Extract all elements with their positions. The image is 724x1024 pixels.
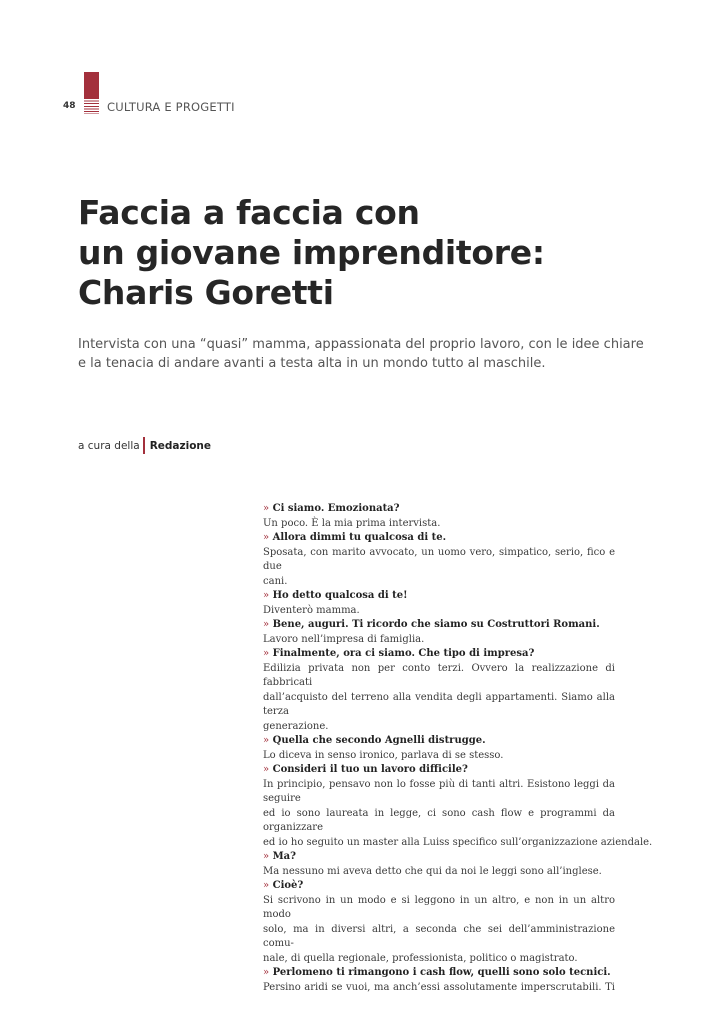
byline bbox=[78, 437, 211, 454]
interview-question bbox=[263, 589, 615, 604]
interview-question bbox=[263, 879, 615, 894]
byline-author: Redazione bbox=[149, 439, 212, 452]
title-line: un giovane imprenditore: bbox=[78, 233, 545, 272]
question-marker: » bbox=[263, 648, 270, 659]
question-text: Quella che secondo Agnelli distrugge. bbox=[272, 735, 486, 746]
interview-question bbox=[263, 763, 615, 778]
article-subtitle bbox=[78, 336, 678, 373]
answer-line: Lo diceva in senso ironico, parlava di se stesso. bbox=[263, 749, 504, 761]
answer-line: Persino aridi se vuoi, ma anch’essi assolutamente imperscrutabili. Ti bbox=[263, 981, 615, 993]
question-marker: » bbox=[263, 851, 270, 862]
interview-answer bbox=[263, 546, 615, 590]
answer-line: ed io ho seguito un master alla Luiss specifico sull’organizzazione aziendale. bbox=[263, 836, 653, 848]
article-title bbox=[78, 193, 678, 313]
question-text: Bene, auguri. Ti ricordo che siamo su Costruttori Romani. bbox=[272, 619, 600, 630]
answer-line: nale, di quella regionale, professionista, politico o magistrato. bbox=[263, 952, 578, 964]
answer-line: Un poco. È la mia prima intervista. bbox=[263, 517, 441, 529]
interview-question bbox=[263, 966, 615, 981]
title-line: Charis Goretti bbox=[78, 273, 334, 312]
interview-question bbox=[263, 531, 615, 546]
question-text: Perlomeno ti rimangono i cash flow, quelli sono solo tecnici. bbox=[272, 967, 611, 978]
question-marker: » bbox=[263, 735, 270, 746]
answer-line: Diventerò mamma. bbox=[263, 604, 360, 616]
question-marker: » bbox=[263, 619, 270, 630]
interview-question bbox=[263, 618, 615, 633]
question-marker: » bbox=[263, 532, 270, 543]
interview-answer bbox=[263, 865, 615, 880]
interview-answer bbox=[263, 633, 615, 648]
question-text: Cioè? bbox=[272, 880, 304, 891]
section-label: CULTURA E PROGETTI bbox=[107, 100, 235, 114]
answer-line: Edilizia privata non per conto terzi. Ovvero la realizzazione di fabbricati bbox=[263, 662, 615, 688]
title-line: Faccia a faccia con bbox=[78, 193, 420, 232]
interview-answer bbox=[263, 604, 615, 619]
interview-answer bbox=[263, 981, 615, 996]
interview-answer bbox=[263, 662, 615, 735]
interview-answer bbox=[263, 749, 615, 764]
subtitle-line: Intervista con una “quasi” mamma, appassionata del proprio lavoro, con le idee chiare bbox=[78, 337, 644, 352]
question-marker: » bbox=[263, 967, 270, 978]
byline-prefix: a cura della bbox=[78, 439, 140, 452]
interview-answer bbox=[263, 517, 615, 532]
interview-question bbox=[263, 502, 615, 517]
question-marker: » bbox=[263, 764, 270, 775]
answer-line: solo, ma in diversi altri, a seconda che sei dell’amministrazione comu- bbox=[263, 923, 615, 949]
answer-line: Sposata, con marito avvocato, un uomo vero, simpatico, serio, fico e due bbox=[263, 546, 615, 572]
subtitle-line: e la tenacia di andare avanti a testa alta in un mondo tutto al maschile. bbox=[78, 355, 546, 371]
answer-line: Lavoro nell’impresa di famiglia. bbox=[263, 633, 425, 645]
question-text: Allora dimmi tu qualcosa di te. bbox=[272, 532, 447, 543]
question-text: Ho detto qualcosa di te! bbox=[272, 590, 408, 601]
answer-line: cani. bbox=[263, 575, 288, 587]
answer-line: Ma nessuno mi aveva detto che qui da noi le leggi sono all’inglese. bbox=[263, 865, 602, 877]
question-text: Consideri il tuo un lavoro difficile? bbox=[272, 764, 468, 775]
interview-question bbox=[263, 734, 615, 749]
question-text: Ci siamo. Emozionata? bbox=[272, 503, 400, 514]
interview-question bbox=[263, 647, 615, 662]
answer-line: dall’acquisto del terreno alla vendita degli appartamenti. Siamo alla terza bbox=[263, 691, 615, 717]
answer-line: generazione. bbox=[263, 720, 329, 732]
interview-body bbox=[263, 502, 653, 995]
section-marker bbox=[84, 72, 99, 114]
question-text: Ma? bbox=[272, 851, 297, 862]
answer-line: In principio, pensavo non lo fosse più di tanti altri. Esistono leggi da seguire bbox=[263, 778, 615, 804]
question-marker: » bbox=[263, 880, 270, 891]
interview-answer bbox=[263, 894, 615, 967]
question-marker: » bbox=[263, 503, 270, 514]
question-marker: » bbox=[263, 590, 270, 601]
question-text: Finalmente, ora ci siamo. Che tipo di impresa? bbox=[272, 648, 535, 659]
interview-answer bbox=[263, 778, 653, 851]
answer-line: Si scrivono in un modo e si leggono in un altro, e non in un altro modo bbox=[263, 894, 615, 920]
byline-divider bbox=[143, 437, 145, 454]
interview-question bbox=[263, 850, 615, 865]
answer-line: ed io sono laureata in legge, ci sono cash flow e programmi da organizzare bbox=[263, 807, 615, 833]
page-number: 48 bbox=[63, 101, 76, 111]
